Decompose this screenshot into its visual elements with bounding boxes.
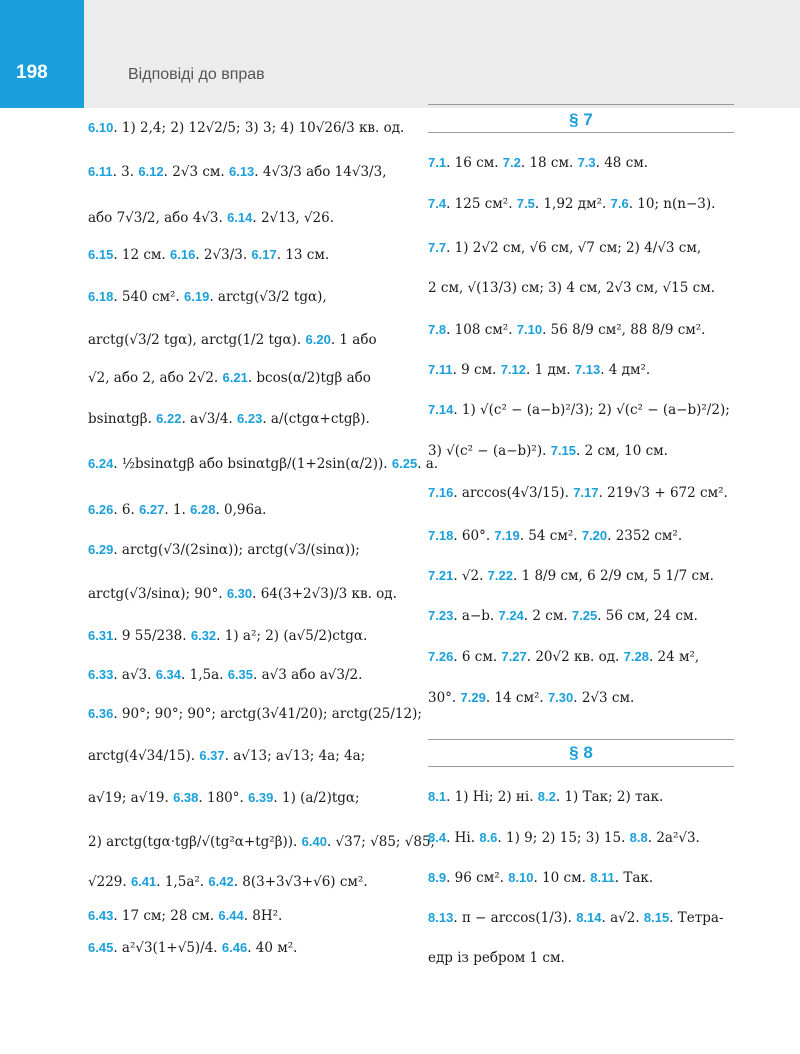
answer-line [428, 948, 734, 968]
answer-text: . 2a²√3. [647, 830, 700, 846]
section-8-title: § 8 [569, 743, 593, 762]
answer-line [428, 868, 734, 888]
page-number-tab [0, 0, 84, 108]
answer-text: . a√13; a√13; 4a; 4a; [224, 748, 366, 764]
answer-text: . 1) 2√2 см, √6 см, √7 см; 2) 4/√3 см, [446, 240, 702, 256]
exercise-number: 7.19 [494, 528, 520, 543]
answer-text: . 4√3/3 або 14√3/3, [254, 164, 387, 180]
exercise-number: 8.14 [576, 910, 602, 925]
answer-line [428, 483, 734, 503]
answer-text: . 219√3 + 672 см². [598, 485, 728, 501]
exercise-number: 6.35 [227, 667, 254, 682]
exercise-number: 6.32 [190, 628, 217, 643]
exercise-number: 6.26 [88, 502, 114, 517]
answer-text: . 16 см. [446, 155, 503, 171]
exercise-number: 7.7 [428, 240, 447, 255]
answer-text: . Тетра- [669, 910, 724, 926]
answer-line [428, 153, 734, 173]
exercise-number: 7.11 [428, 362, 453, 377]
answer-text: arctg(√3/2 tgα), arctg(1/2 tgα). [88, 332, 306, 348]
exercise-number: 8.2 [537, 789, 556, 804]
answer-line [88, 626, 396, 646]
answer-text: . a. [417, 456, 439, 472]
answer-text: . 1 дм. [526, 362, 575, 378]
exercise-number: 6.17 [251, 247, 277, 262]
answer-line [428, 647, 734, 667]
exercise-number: 6.12 [138, 164, 164, 179]
answer-text: . 1) a²; 2) (a√5/2)ctgα. [216, 628, 368, 644]
answer-line [428, 278, 734, 298]
section-7-rule-bottom [428, 132, 734, 133]
answer-text: . 90°; 90°; 90°; arctg(3√41/20); arctg(25/12); [113, 706, 422, 722]
section-7-rule-top [428, 104, 734, 105]
exercise-number: 7.25 [571, 608, 598, 623]
exercise-number: 7.17 [573, 485, 599, 500]
exercise-number: 6.28 [190, 502, 216, 517]
section-7-title: § 7 [569, 110, 593, 129]
answer-text: або 7√3/2, або 4√3. [88, 210, 228, 226]
exercise-number: 8.9 [428, 870, 447, 885]
answer-text: . 180°. [198, 790, 249, 806]
exercise-number: 6.22 [156, 411, 182, 426]
exercise-number: 7.29 [460, 690, 486, 705]
exercise-number: 6.11 [88, 164, 113, 179]
answer-text: . 40 м². [247, 940, 298, 956]
exercise-number: 6.33 [88, 667, 114, 682]
exercise-number: 8.15 [643, 910, 670, 925]
exercise-number: 7.10 [516, 322, 543, 337]
exercise-number: 8.1 [428, 789, 447, 804]
answer-text: . 60°. [453, 528, 495, 544]
answer-text: . bcos(α/2)tgβ або [247, 370, 371, 386]
answer-text: . 6 см. [453, 649, 502, 665]
exercise-number: 7.21 [428, 568, 454, 583]
answer-line [428, 238, 734, 258]
answer-line [88, 162, 396, 182]
answer-text: . 1,5a. [181, 667, 228, 683]
exercise-number: 6.40 [301, 834, 327, 849]
answer-line [428, 400, 734, 420]
answer-text: . a√3/4. [181, 411, 238, 427]
answer-text: едр із ребром 1 см. [428, 950, 565, 966]
answer-text: . 1,5a². [156, 874, 209, 890]
exercise-number: 6.25 [391, 456, 418, 471]
answer-text: . 2 см, 10 см. [576, 443, 668, 459]
exercise-number: 7.1 [428, 155, 447, 170]
answer-line [428, 320, 734, 340]
exercise-number: 6.41 [130, 874, 157, 889]
answer-line [88, 330, 396, 350]
answer-text: . √2. [453, 568, 488, 584]
answer-line [88, 938, 396, 958]
answer-line [88, 500, 396, 520]
answer-text: . 2352 см². [607, 528, 683, 544]
exercise-number: 7.23 [428, 608, 454, 623]
exercise-number: 8.13 [428, 910, 454, 925]
answer-text: . 1) 9; 2) 15; 3) 15. [497, 830, 630, 846]
exercise-number: 7.27 [501, 649, 527, 664]
exercise-number: 7.8 [428, 322, 447, 337]
answer-line [428, 194, 734, 214]
exercise-number: 7.16 [428, 485, 454, 500]
answer-text: . 17 см; 28 см. [113, 908, 219, 924]
exercise-number: 6.36 [88, 706, 114, 721]
exercise-number: 8.6 [479, 830, 498, 845]
answer-text: 2 см, √(13/3) см; 3) 4 см, 2√3 см, √15 см. [428, 280, 715, 296]
answer-text: . 1. [164, 502, 191, 518]
exercise-number: 7.3 [577, 155, 596, 170]
answer-text: . 9 см. [452, 362, 501, 378]
answer-text: a√19; a√19. [88, 790, 174, 806]
exercise-number: 6.20 [305, 332, 331, 347]
running-title: Відповіді до вправ [128, 66, 265, 83]
answer-text: . 13 см. [276, 247, 330, 263]
exercise-number: 6.46 [221, 940, 248, 955]
answer-text: . 1 або [330, 332, 377, 348]
exercise-number: 7.20 [581, 528, 608, 543]
exercise-number: 7.2 [502, 155, 521, 170]
answer-line [88, 287, 396, 307]
answer-text: . 10; n(n−3). [628, 196, 716, 212]
answer-text: 2) arctg(tgα·tgβ/√(tg²α+tg²β)). [88, 834, 302, 850]
exercise-number: 6.23 [237, 411, 263, 426]
exercise-number: 8.4 [428, 830, 447, 845]
answer-text: . 20√2 кв. од. [526, 649, 624, 665]
exercise-number: 6.37 [199, 748, 225, 763]
answer-line [88, 584, 396, 604]
answer-text: . 2√3 см. [163, 164, 229, 180]
answer-line [88, 118, 405, 138]
answer-line [428, 828, 734, 848]
answer-text: . Так. [614, 870, 654, 886]
answer-text: . 56 8/9 см², 88 8/9 см². [542, 322, 706, 338]
answer-line [428, 688, 734, 708]
exercise-number: 8.11 [590, 870, 615, 885]
exercise-number: 7.6 [610, 196, 629, 211]
section-8-rule-top [428, 739, 734, 740]
answer-text: . 2√3 см. [573, 690, 635, 706]
exercise-number: 6.42 [208, 874, 234, 889]
exercise-number: 6.44 [218, 908, 244, 923]
exercise-number: 7.5 [516, 196, 535, 211]
answer-text: . a/(ctgα+ctgβ). [262, 411, 370, 427]
answer-text: 3) √(c² − (a−b)²). [428, 443, 551, 459]
answer-line [88, 704, 422, 724]
answer-text: arctg(4√34/15). [88, 748, 200, 764]
answer-text: . 56 см, 24 см. [597, 608, 698, 624]
answer-text: . 9 55/238. [113, 628, 191, 644]
exercise-number: 6.21 [222, 370, 248, 385]
answer-line [428, 787, 734, 807]
exercise-number: 6.43 [88, 908, 114, 923]
exercise-number: 6.19 [184, 289, 210, 304]
answer-text: √2, або 2, або 2√2. [88, 370, 223, 386]
answer-text: bsinαtgβ. [88, 411, 157, 427]
answer-line [428, 526, 734, 546]
exercise-number: 7.24 [498, 608, 524, 623]
exercise-number: 7.14 [428, 402, 454, 417]
exercise-number: 6.10 [88, 120, 114, 135]
answer-text: . 24 м², [648, 649, 700, 665]
exercise-number: 7.13 [574, 362, 601, 377]
exercise-number: 7.12 [500, 362, 527, 377]
answer-text: . π − arccos(1/3). [453, 910, 577, 926]
answer-text: . 2√3/3. [195, 247, 252, 263]
answer-line [428, 441, 734, 461]
page-number: 198 [16, 62, 48, 83]
answer-text: √229. [88, 874, 131, 890]
answer-text: . arctg(√3/2 tgα), [209, 289, 327, 305]
answer-text: . a√3. [113, 667, 156, 683]
answer-line [88, 872, 396, 892]
answer-text: . 108 см². [446, 322, 517, 338]
answer-line [428, 908, 734, 928]
exercise-number: 6.31 [88, 628, 114, 643]
exercise-number: 6.27 [139, 502, 165, 517]
answer-text: . 10 см. [533, 870, 591, 886]
answer-text: . √37; √85; √85; [326, 834, 436, 850]
answer-text: . 1 8/9 см, 6 2/9 см, 5 1/7 см. [512, 568, 714, 584]
answer-text: . 0,96a. [215, 502, 267, 518]
answer-line [88, 208, 396, 228]
answer-text: . a√2. [601, 910, 644, 926]
exercise-number: 6.24 [88, 456, 114, 471]
answer-line [88, 832, 436, 852]
answer-text: 30°. [428, 690, 461, 706]
answer-text: . 2 см. [523, 608, 572, 624]
answer-line [428, 566, 734, 586]
answer-text: . 4 дм². [600, 362, 651, 378]
exercise-number: 7.15 [550, 443, 576, 458]
exercise-number: 6.15 [88, 247, 114, 262]
answer-text: . 48 см. [595, 155, 649, 171]
answer-text: arctg(√3/sinα); 90°. [88, 586, 227, 602]
section-8-rule-bottom [428, 766, 734, 767]
exercise-number: 6.18 [88, 289, 114, 304]
exercise-number: 6.34 [155, 667, 182, 682]
exercise-number: 7.4 [428, 196, 447, 211]
answer-text: . 8H². [243, 908, 283, 924]
answer-text: . Ні. [446, 830, 480, 846]
exercise-number: 7.26 [428, 649, 454, 664]
exercise-number: 6.39 [248, 790, 274, 805]
answer-text: . arccos(4√3/15). [453, 485, 574, 501]
answer-text: . 12 см. [113, 247, 171, 263]
answer-text: . 1) (a/2)tgα; [273, 790, 360, 806]
answer-line [88, 906, 396, 926]
answer-text: . 96 см². [446, 870, 509, 886]
answer-text: . 540 см². [113, 289, 185, 305]
answer-text: . 1) √(c² − (a−b)²/3); 2) √(c² − (a−b)²/2); [453, 402, 730, 418]
answer-line [88, 746, 396, 766]
exercise-number: 6.38 [173, 790, 199, 805]
answer-text: . 14 см². [485, 690, 548, 706]
answer-text: . 1) 2,4; 2) 12√2/5; 3) 3; 4) 10√26/3 кв. од. [113, 120, 405, 136]
exercise-number: 7.30 [547, 690, 574, 705]
answer-text: . 64(3+2√3)/3 кв. од. [252, 586, 397, 602]
answer-line [88, 368, 396, 388]
answer-text: . arctg(√3/(2sinα)); arctg(√3/(sinα)); [113, 542, 360, 558]
answer-text: . a√3 або a√3/2. [253, 667, 363, 683]
answer-text: . 1) Ні; 2) ні. [446, 789, 538, 805]
answer-text: . ½bsinαtgβ або bsinαtgβ/(1+2sin(α/2)). [113, 456, 392, 472]
answer-text: . 18 см. [520, 155, 578, 171]
answer-line [88, 454, 439, 474]
answer-text: . 3. [112, 164, 139, 180]
exercise-number: 8.8 [629, 830, 648, 845]
answer-text: . 1) Так; 2) так. [555, 789, 664, 805]
answer-text: . 125 см². [446, 196, 517, 212]
answer-text: . a²√3(1+√5)/4. [113, 940, 222, 956]
answer-line [88, 665, 396, 685]
answer-text: . 1,92 дм². [534, 196, 611, 212]
answer-text: . 54 см². [519, 528, 582, 544]
answer-line [88, 245, 396, 265]
exercise-number: 7.28 [623, 649, 649, 664]
answer-line [428, 360, 734, 380]
answer-text: . 8(3+3√3+√6) см². [233, 874, 368, 890]
exercise-number: 6.29 [88, 542, 114, 557]
exercise-number: 7.18 [428, 528, 454, 543]
answer-line [88, 540, 396, 560]
exercise-number: 6.30 [226, 586, 253, 601]
answer-text: . 6. [113, 502, 140, 518]
answer-text: . 2√13, √26. [252, 210, 334, 226]
answer-text: . a−b. [453, 608, 499, 624]
exercise-number: 6.13 [228, 164, 255, 179]
answer-line [88, 409, 396, 429]
exercise-number: 6.14 [227, 210, 253, 225]
exercise-number: 8.10 [508, 870, 534, 885]
exercise-number: 6.45 [88, 940, 114, 955]
answer-line [428, 606, 734, 626]
answer-line [88, 788, 396, 808]
page-header [0, 0, 800, 108]
exercise-number: 7.22 [487, 568, 513, 583]
exercise-number: 6.16 [170, 247, 196, 262]
